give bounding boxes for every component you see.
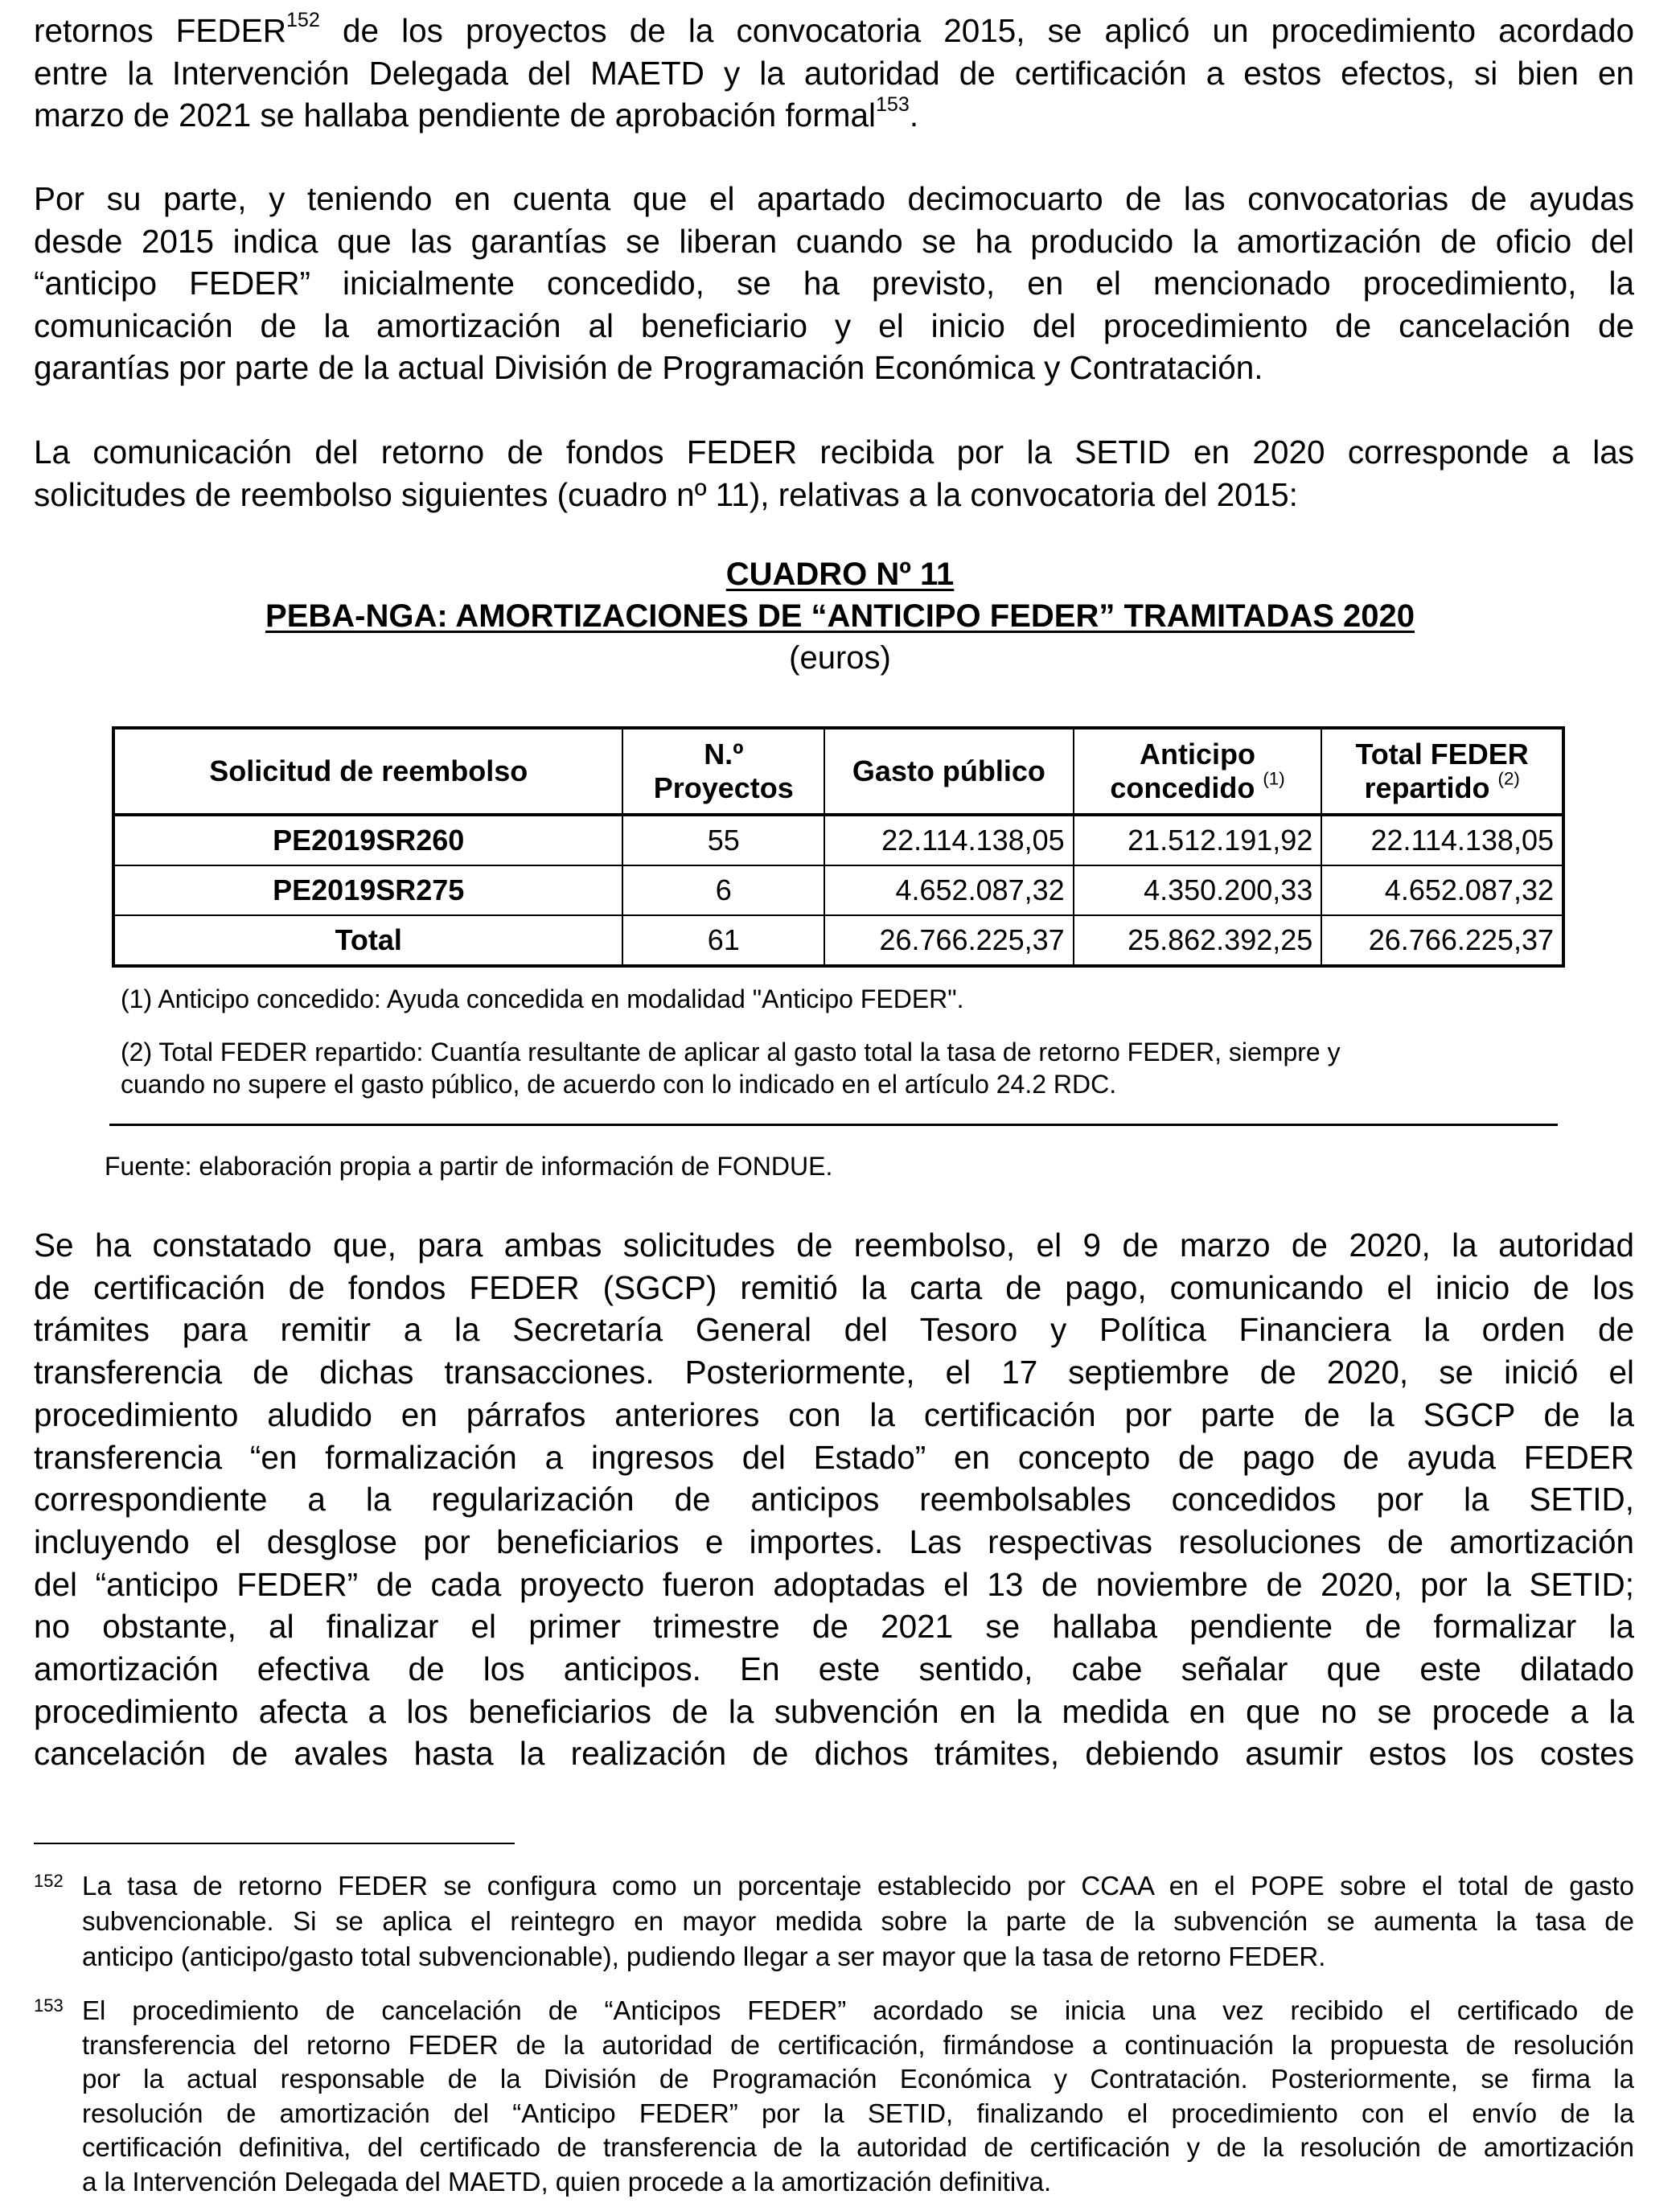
footnote-reference[interactable]: 153	[875, 93, 910, 117]
footnote-line: resolución de amortización del “Anticipo FEDER” por la SETID, finalizando el procedimiento con el envío de la	[82, 2098, 1634, 2128]
table-cell: 22.114.138,05	[1321, 815, 1563, 865]
footnote-marker: 152	[34, 1871, 64, 1891]
table-note-1: (1) Anticipo concedido: Ayuda concedida en modalidad "Anticipo FEDER".	[121, 984, 964, 1013]
paragraph-line	[34, 1521, 1634, 1564]
paragraph-line	[34, 347, 1634, 389]
paragraph-line	[34, 220, 1634, 263]
column-header	[1321, 728, 1563, 815]
header-line: Solicitud de reembolso	[209, 754, 528, 787]
table-cell: PE2019SR260	[113, 815, 622, 865]
footnote-line: a la Intervención Delegada del MAETD, quien procede a la amortización definitiva.	[82, 2166, 1052, 2197]
table-note-2	[121, 1036, 1560, 1100]
column-header	[622, 728, 824, 815]
text-segment: solicitudes de reembolso siguientes (cuadro nº 11), relativas a la convocatoria del 2015:	[34, 475, 1298, 513]
text-segment: transferencia de dichas transacciones. Posteriormente, el 17 septiembre de 2020, se inició el	[34, 1354, 1634, 1391]
table-row	[113, 815, 1563, 865]
paragraph-line	[34, 1648, 1634, 1691]
text-segment: transferencia “en formalización a ingresos del Estado” en concepto de pago de ayuda FEDER	[34, 1438, 1634, 1476]
table-title-text: PEBA-NGA: AMORTIZACIONES DE “ANTICIPO FEDER” TRAMITADAS 2020	[265, 598, 1415, 634]
header-line-text: repartido	[1364, 771, 1490, 804]
table-number-text: CUADRO Nº 11	[725, 557, 955, 592]
footnote-line: transferencia del retorno FEDER de la autoridad de certificación, firmándose a continuación la propuesta de resolución	[82, 2029, 1634, 2060]
table-cell: 25.862.392,25	[1074, 915, 1322, 966]
text-segment: correspondiente a la regularización de anticipos reembolsables concedidos por la SETID,	[34, 1481, 1634, 1519]
text-segment: cancelación de avales hasta la realización de dichos trámites, debiendo asumir estos los costes	[34, 1735, 1634, 1773]
text-segment: no obstante, al finalizar el primer trimestre de 2021 se hallaba pendiente de formalizar la	[34, 1608, 1634, 1646]
paragraph-line	[34, 178, 1634, 220]
text-segment: garantías por parte de la actual División de Programación Económica y Contratación.	[34, 349, 1263, 386]
paragraph-line	[34, 52, 1634, 95]
table-divider	[109, 1124, 1558, 1126]
text-segment: retornos FEDER	[34, 12, 286, 49]
text-segment: desde 2015 indica que las garantías se liberan cuando se ha producido la amortización de oficio del	[34, 222, 1634, 260]
note-reference: (1)	[1263, 768, 1285, 789]
paragraph-line	[34, 1309, 1634, 1351]
paragraph-findings	[34, 1224, 1634, 1775]
footnote-line: por la actual responsable de la División de Programación Económica y Contratación. Posteriormente, se firma la	[82, 2064, 1634, 2094]
paragraph-line	[34, 305, 1634, 347]
table-row	[113, 865, 1563, 915]
paragraph-line	[34, 1351, 1634, 1394]
text-segment: de certificación de fondos FEDER (SGCP) remitió la carta de pago, comunicando el inicio de los	[34, 1268, 1634, 1306]
text-segment: entre la Intervención Delegada del MAETD y la autoridad de certificación a estos efectos, si bien en	[34, 54, 1634, 92]
table-row	[113, 915, 1563, 966]
paragraph-line	[34, 94, 1634, 137]
table-cell: 55	[622, 815, 824, 865]
footnote-separator	[34, 1843, 515, 1844]
table-cell: 4.652.087,32	[824, 865, 1074, 915]
text-segment: del “anticipo FEDER” de cada proyecto fueron adoptadas el 13 de noviembre de 2020, por la SETID;	[34, 1565, 1634, 1603]
paragraph-line	[34, 10, 1634, 52]
column-header	[1074, 728, 1322, 815]
text-segment: procedimiento aludido en párrafos anteriores con la certificación por parte de la SGCP de la	[34, 1395, 1634, 1433]
paragraph-table-intro	[34, 431, 1634, 516]
table-cell: 4.350.200,33	[1074, 865, 1322, 915]
text-segment: trámites para remitir a la Secretaría General del Tesoro y Política Financiera la orden de	[34, 1311, 1634, 1349]
paragraph-line	[34, 1732, 1634, 1775]
amortization-table	[112, 726, 1565, 968]
header-line: Gasto público	[852, 754, 1045, 787]
paragraph-feder-returns	[34, 10, 1634, 137]
table-cell: Total	[113, 915, 622, 966]
table-title	[0, 595, 1680, 637]
header-line	[1330, 768, 1554, 805]
footnote-line: anticipo (anticipo/gasto total subvencionable), pudiendo llegar a ser mayor que la tasa de retorno FEDER.	[82, 1942, 1326, 1971]
footnote-line: subvencionable. Si se aplica el reintegro en mayor medida sobre la parte de la subvención se aumenta la tasa de	[82, 1906, 1634, 1936]
text-segment: La comunicación del retorno de fondos FEDER recibida por la SETID en 2020 corresponde a las	[34, 434, 1634, 471]
text-segment: marzo de 2021 se hallaba pendiente de aprobación formal	[34, 97, 876, 134]
table-note-2-line-2: cuando no supere el gasto público, de acuerdo con lo indicado en el artículo 24.2 RDC.	[121, 1070, 1117, 1099]
table-number	[0, 553, 1680, 595]
footnote-153	[34, 1994, 1634, 2200]
table-source: Fuente: elaboración propia a partir de información de FONDUE.	[105, 1152, 833, 1181]
paragraph-line	[34, 1436, 1634, 1479]
text-segment: amortización efectiva de los anticipos. En este sentido, cabe señalar que este dilatado	[34, 1650, 1634, 1688]
paragraph-line	[34, 474, 1634, 516]
table-cell: 61	[622, 915, 824, 966]
table-cell: 6	[622, 865, 824, 915]
text-segment: de los proyectos de la convocatoria 2015, se aplicó un procedimiento acordado	[319, 12, 1634, 49]
note-reference: (2)	[1497, 768, 1520, 789]
paragraph-line	[34, 1605, 1634, 1648]
footnote-152	[34, 1868, 1634, 1975]
text-segment: .	[909, 97, 919, 134]
table-cell: 22.114.138,05	[824, 815, 1074, 865]
header-line: Anticipo	[1140, 738, 1255, 771]
header-line-text: concedido	[1110, 771, 1255, 804]
paragraph-line	[34, 262, 1634, 305]
text-segment: procedimiento afecta a los beneficiarios de la subvención en la medida en que no se procede a la	[34, 1692, 1634, 1730]
footnote-marker: 153	[34, 1995, 64, 2016]
footnote-reference[interactable]: 152	[285, 9, 320, 32]
text-segment: “anticipo FEDER” inicialmente concedido, se ha previsto, en el mencionado procedimiento, la	[34, 265, 1634, 302]
table-cell: PE2019SR275	[113, 865, 622, 915]
header-line: N.º	[704, 738, 744, 771]
header-line: Total FEDER	[1355, 738, 1529, 771]
table-cell: 26.766.225,37	[1321, 915, 1563, 966]
paragraph-line	[34, 431, 1634, 474]
footnote-line: certificación definitiva, del certificado de transferencia de la autoridad de certificación y de la resolución de amortización	[82, 2132, 1634, 2163]
paragraph-line	[34, 1564, 1634, 1606]
table-cell: 4.652.087,32	[1321, 865, 1563, 915]
footnote-line: El procedimiento de cancelación de “Anticipos FEDER” acordado se inicia una vez recibido el certificado de	[82, 1995, 1634, 2025]
paragraph-guarantees	[34, 178, 1634, 389]
footnote-line: La tasa de retorno FEDER se configura como un porcentaje establecido por CCAA en el POPE sobre el total de gasto	[82, 1871, 1634, 1901]
header-line	[631, 771, 815, 805]
table-units: (euros)	[789, 640, 891, 676]
text-segment: incluyendo el desglose por beneficiarios e importes. Las respectivas resoluciones de amortización	[34, 1523, 1634, 1560]
paragraph-line	[34, 1267, 1634, 1309]
paragraph-line	[34, 1394, 1634, 1436]
column-header	[113, 728, 622, 815]
column-header	[824, 728, 1074, 815]
table-cell: 26.766.225,37	[824, 915, 1074, 966]
text-segment: comunicación de la amortización al beneficiario y el inicio del procedimiento de cancelación de	[34, 306, 1634, 344]
paragraph-line	[34, 1478, 1634, 1521]
header-line	[1082, 768, 1313, 805]
table-note-2-line-1: (2) Total FEDER repartido: Cuantía resultante de aplicar al gasto total la tasa de retorno FEDER, siempre y	[121, 1038, 1341, 1066]
header-line-text: Proyectos	[653, 771, 794, 804]
table-header-row	[113, 728, 1563, 815]
paragraph-line	[34, 1224, 1634, 1267]
text-segment: Se ha constatado que, para ambas solicitudes de reembolso, el 9 de marzo de 2020, la autoridad	[34, 1227, 1634, 1264]
paragraph-line	[34, 1691, 1634, 1733]
text-segment: Por su parte, y teniendo en cuenta que el apartado decimocuarto de las convocatorias de ayudas	[34, 180, 1634, 217]
table-cell: 21.512.191,92	[1074, 815, 1322, 865]
